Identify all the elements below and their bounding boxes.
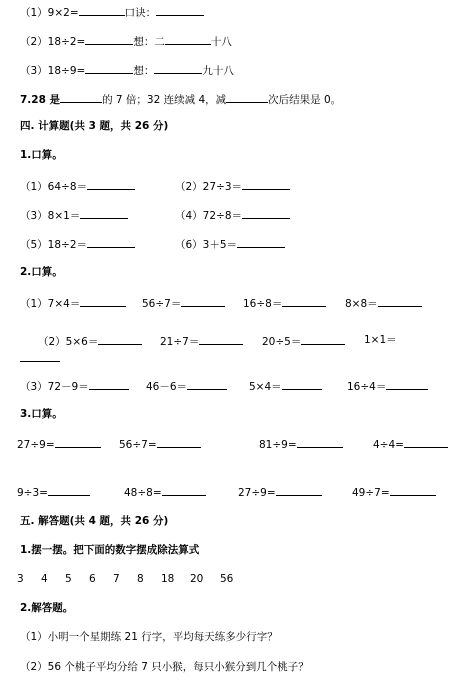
word-problem-1: （1）小明一个星期练 21 行字，平均每天练多少行字？ (20, 631, 278, 643)
answer-blank[interactable] (55, 436, 101, 448)
problem-row (20, 178, 135, 194)
section-4-part-1-title: 1.口算。 (20, 149, 63, 161)
q6-item-1-mid: 口诀： (124, 7, 157, 19)
answer-blank[interactable] (89, 378, 129, 390)
problem-cell (17, 436, 101, 452)
answer-blank[interactable] (48, 484, 90, 496)
problem-label: （3）72－9＝ (20, 381, 89, 393)
problem-label: 27÷9= (238, 487, 276, 499)
section-4-part-2-title: 2.口算。 (20, 266, 63, 278)
answer-blank[interactable] (85, 62, 133, 74)
problem-label: 20÷5＝ (262, 336, 302, 348)
problem-cell (262, 333, 345, 349)
q6-item-2 (20, 33, 232, 49)
problem-cell (20, 295, 126, 311)
answer-blank[interactable] (181, 295, 225, 307)
answer-blank[interactable] (20, 350, 60, 362)
answer-blank[interactable] (282, 378, 322, 390)
problem-cell (259, 436, 343, 452)
problem-cell (124, 484, 206, 500)
problem-cell (146, 378, 227, 394)
problem-label: 16÷8＝ (243, 298, 283, 310)
word-problem-2: （2）56 个桃子平均分给 7 只小猴，每只小猴分到几个桃子？ (20, 661, 309, 673)
answer-blank[interactable] (242, 207, 290, 219)
q6-item-2-mid: 想：二 (133, 36, 165, 48)
problem-cell (352, 484, 436, 500)
problem-label: 4÷4= (373, 439, 404, 451)
answer-blank[interactable] (154, 62, 202, 74)
section-5-part-1-title: 1.摆一摆。把下面的数字摆成除法算式 (20, 544, 200, 556)
number-item: 4 (41, 573, 48, 585)
section-5-title: 五. 解答题(共 4 题，共 26 分) (20, 515, 169, 527)
number-item: 20 (190, 573, 204, 585)
problem-label: （4）72÷8＝ (175, 210, 243, 222)
problem-cell (38, 333, 142, 349)
problem-cell (20, 378, 129, 394)
problem-row (20, 236, 135, 252)
problem-row (175, 236, 285, 252)
problem-cell (364, 333, 397, 347)
problem-label: （2）27÷3＝ (175, 181, 243, 193)
problem-label: 21÷7＝ (160, 336, 200, 348)
answer-blank[interactable] (242, 178, 290, 190)
problem-cell (160, 333, 243, 349)
problem-cell (243, 295, 326, 311)
answer-blank[interactable] (301, 333, 345, 345)
problem-label: 9÷3= (17, 487, 48, 499)
problem-cell (119, 436, 201, 452)
q7-part-b: 的 7 倍；32 连续减 4，减 (102, 94, 227, 106)
wrapped-answer (20, 350, 60, 366)
section-4-title: 四. 计算题(共 3 题，共 26 分) (20, 120, 169, 132)
problem-label: 5×4＝ (249, 381, 282, 393)
answer-blank[interactable] (156, 4, 204, 16)
problem-label: 49÷7= (352, 487, 390, 499)
problem-label: （5）18÷2＝ (20, 239, 88, 251)
q7-part-c: 次后结果是 0。 (268, 94, 342, 106)
problem-cell (17, 484, 90, 500)
section-5-part-2-title: 2.解答题。 (20, 602, 74, 614)
q7-part-a: 7.28 是 (20, 94, 61, 106)
answer-blank[interactable] (199, 333, 243, 345)
q6-item-3-prefix: （3）18÷9= (20, 65, 86, 77)
number-item: 8 (137, 573, 144, 585)
problem-label: （3）8×1＝ (20, 210, 81, 222)
q6-item-3-mid: 想： (133, 65, 155, 77)
answer-blank[interactable] (162, 484, 206, 496)
problem-label: 56÷7＝ (142, 298, 182, 310)
answer-blank[interactable] (386, 378, 428, 390)
q6-item-2-suffix: 十八 (210, 36, 232, 48)
answer-blank[interactable] (282, 295, 326, 307)
answer-blank[interactable] (85, 33, 133, 45)
problem-label: 16÷4＝ (347, 381, 387, 393)
problem-cell (373, 436, 448, 452)
problem-row (175, 178, 290, 194)
answer-blank[interactable] (87, 178, 135, 190)
answer-blank[interactable] (79, 4, 125, 16)
problem-label: 56÷7= (119, 439, 157, 451)
answer-blank[interactable] (157, 436, 201, 448)
problem-label: （1）7×4＝ (20, 298, 81, 310)
answer-blank[interactable] (80, 207, 128, 219)
answer-blank[interactable] (390, 484, 436, 496)
problem-cell (249, 378, 322, 394)
answer-blank[interactable] (187, 378, 227, 390)
section-4-part-3-title: 3.口算。 (20, 408, 63, 420)
problem-cell (345, 295, 422, 311)
answer-blank[interactable] (297, 436, 343, 448)
problem-row (20, 207, 128, 223)
problem-label: 48÷8= (124, 487, 162, 499)
problem-label: （1）64÷8＝ (20, 181, 88, 193)
answer-blank[interactable] (237, 236, 285, 248)
number-item: 3 (17, 573, 24, 585)
q6-item-1 (20, 4, 204, 20)
answer-blank[interactable] (276, 484, 322, 496)
number-item: 18 (161, 573, 175, 585)
problem-label: 27÷9= (17, 439, 55, 451)
answer-blank[interactable] (226, 91, 268, 103)
problem-cell (142, 295, 225, 311)
problem-label: （6）3＋5＝ (175, 239, 238, 251)
q6-item-3 (20, 62, 234, 78)
answer-blank[interactable] (60, 91, 102, 103)
number-item: 6 (89, 573, 96, 585)
problem-label: 46－6＝ (146, 381, 188, 393)
problem-label: 81÷9= (259, 439, 297, 451)
q6-item-1-prefix: （1）9×2= (20, 7, 79, 19)
problem-label: 8×8＝ (345, 298, 378, 310)
q7 (20, 91, 341, 107)
answer-blank[interactable] (378, 295, 422, 307)
answer-blank[interactable] (80, 295, 126, 307)
number-item: 7 (113, 573, 120, 585)
problem-cell (347, 378, 428, 394)
q6-item-3-suffix: 九十八 (202, 65, 234, 77)
answer-blank[interactable] (87, 236, 135, 248)
answer-blank[interactable] (404, 436, 448, 448)
problem-label: （2）5×6＝ (38, 336, 99, 348)
answer-blank[interactable] (98, 333, 142, 345)
answer-blank[interactable] (165, 33, 211, 45)
number-item: 5 (65, 573, 72, 585)
problem-row (175, 207, 290, 223)
number-item: 56 (220, 573, 234, 585)
problem-label: 1×1＝ (364, 334, 397, 346)
problem-cell (238, 484, 322, 500)
q6-item-2-prefix: （2）18÷2= (20, 36, 86, 48)
